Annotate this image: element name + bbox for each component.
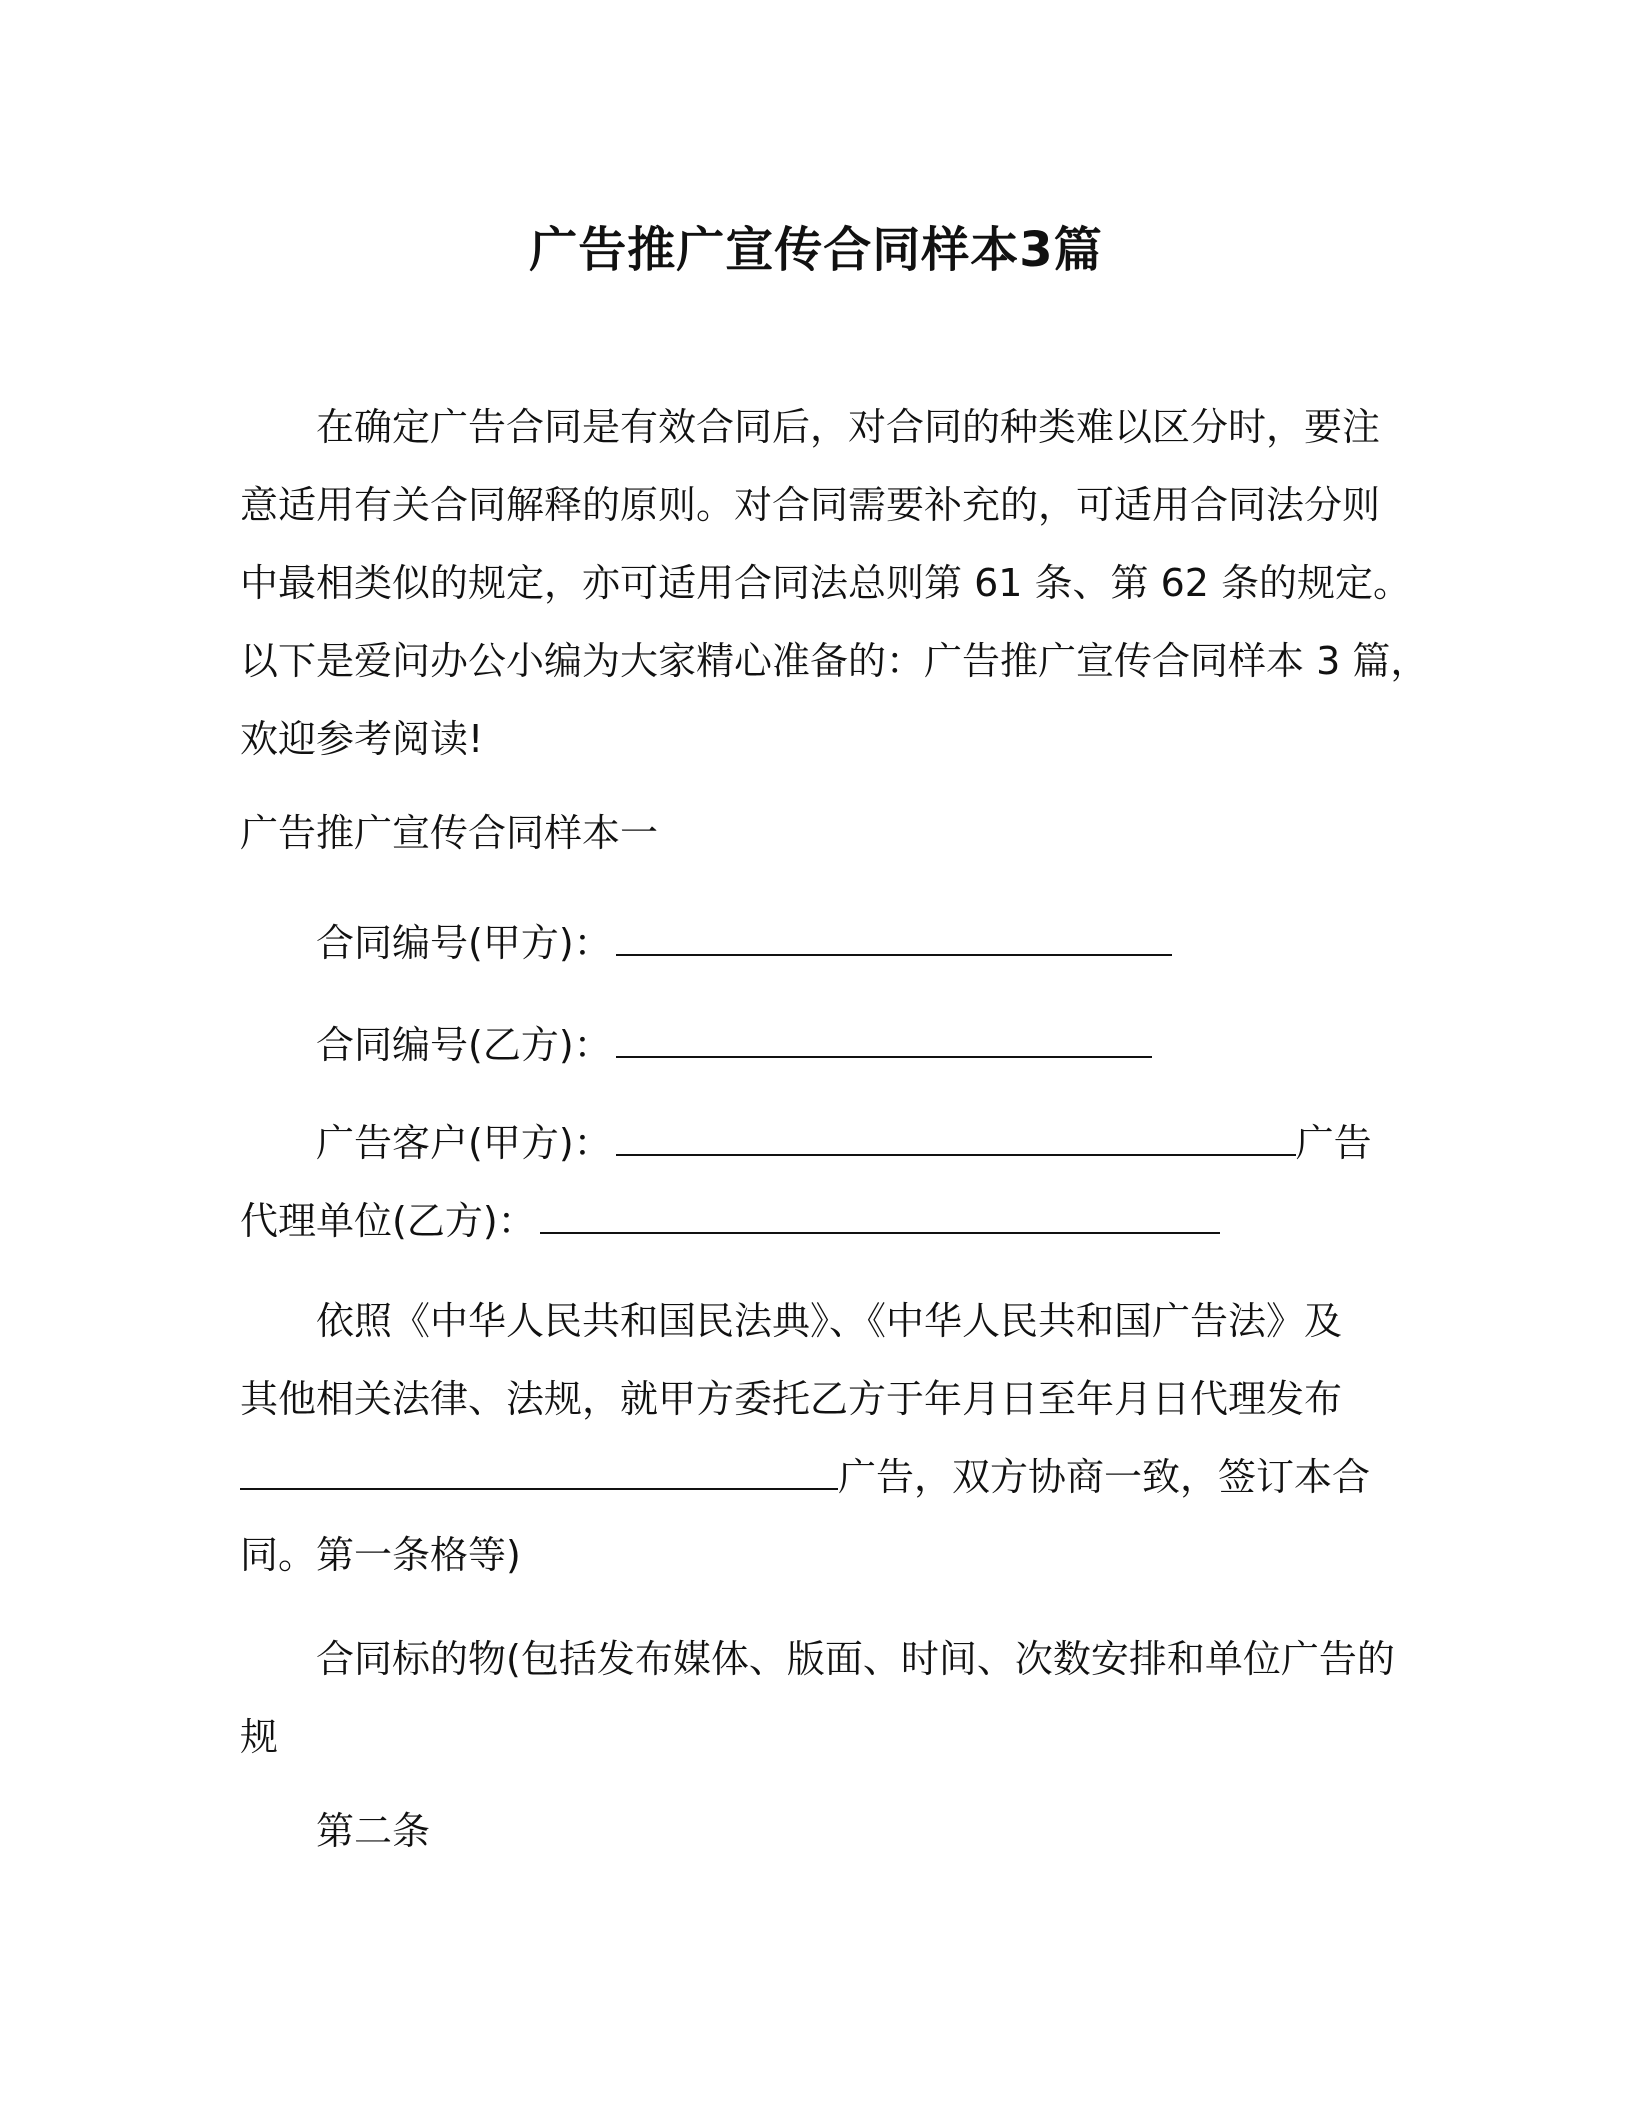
article-two — [240, 1792, 1370, 1870]
client-a-tail: 广告 — [1295, 1121, 1372, 1165]
subject-paragraph — [240, 1620, 1395, 1776]
basis-line: 依照《中华人民共和国民法典》、《中华人民共和国广告法》及 — [316, 1299, 1343, 1343]
subject-line: 合同标的物(包括发布媒体、版面、时间、次数安排和单位广告的 — [316, 1637, 1395, 1681]
intro-paragraph — [240, 388, 1429, 778]
agent-b-label: 代理单位(乙方)： — [240, 1199, 536, 1243]
intro-line: 欢迎参考阅读! — [240, 717, 484, 761]
sample-heading-text: 广告推广宣传合同样本一 — [240, 811, 659, 855]
sample-heading — [240, 794, 1370, 872]
basis-paragraph — [240, 1282, 1370, 1594]
contract-no-a-blank[interactable] — [616, 908, 1172, 956]
basis-tail: 广告，双方协商一致，签订本合 — [838, 1455, 1371, 1499]
intro-line: 中最相类似的规定，亦可适用合同法总则第 61 条、第 62 条的规定。 — [240, 561, 1412, 605]
basis-last-line: 同。第一条格等) — [240, 1533, 521, 1577]
client-a-blank[interactable] — [616, 1108, 1296, 1156]
contract-no-a-label: 合同编号(甲方)： — [316, 921, 612, 965]
contract-no-b-row — [240, 1006, 1370, 1084]
article-two-heading: 第二条 — [316, 1809, 431, 1853]
subject-line: 规 — [240, 1715, 279, 1759]
ad-content-blank[interactable] — [240, 1442, 838, 1490]
contract-no-a-row — [240, 904, 1370, 982]
contract-no-b-blank[interactable] — [616, 1010, 1152, 1058]
agent-b-blank[interactable] — [540, 1186, 1220, 1234]
client-a-label: 广告客户(甲方)： — [316, 1121, 612, 1165]
contract-no-b-label: 合同编号(乙方)： — [316, 1023, 612, 1067]
parties-paragraph — [240, 1104, 1370, 1260]
intro-line: 在确定广告合同是有效合同后，对合同的种类难以区分时，要注 — [316, 405, 1381, 449]
basis-line: 其他相关法律、法规，就甲方委托乙方于年月日至年月日代理发布 — [240, 1377, 1343, 1421]
intro-line: 以下是爱问办公小编为大家精心准备的：广告推广宣传合同样本 3 篇， — [240, 639, 1429, 683]
intro-line: 意适用有关合同解释的原则。对合同需要补充的，可适用合同法分则 — [240, 483, 1381, 527]
document-title: 广告推广宣传合同样本3篇 — [529, 222, 1103, 278]
